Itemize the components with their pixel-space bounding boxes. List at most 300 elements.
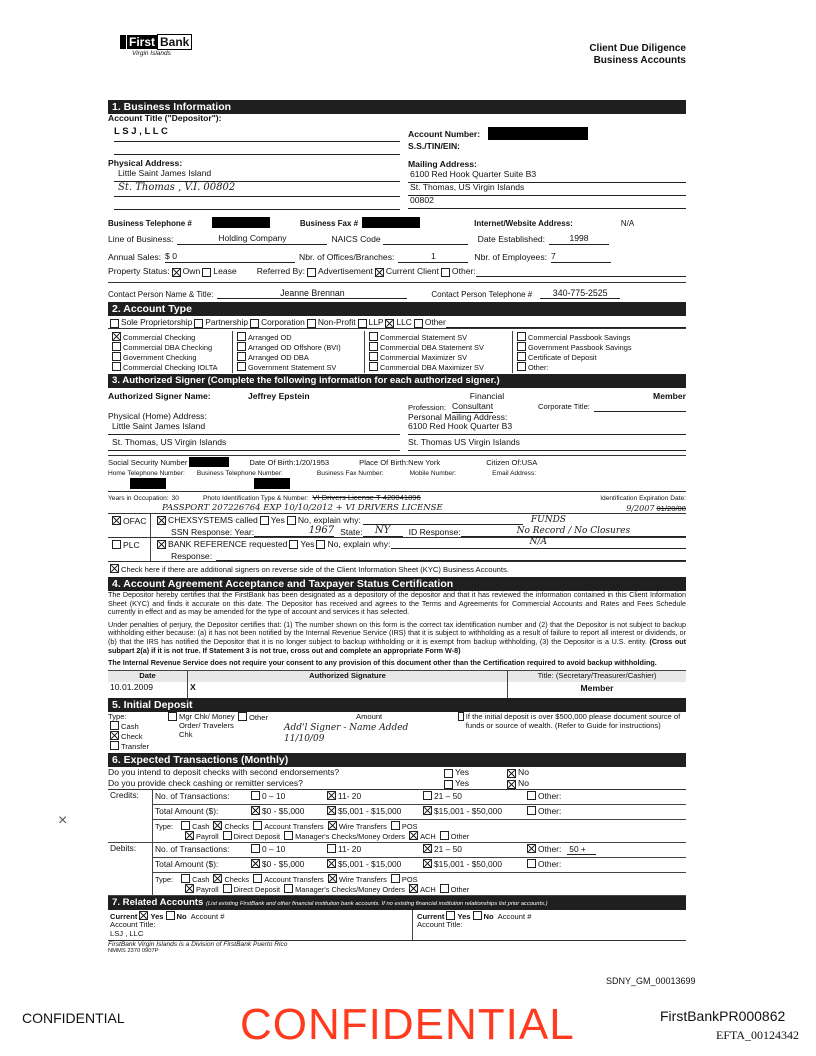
- corporate-title-label: Corporate Title:: [538, 401, 590, 411]
- corporate-title-line: [594, 402, 686, 412]
- id-response-label: ID Response:: [408, 526, 461, 537]
- business-telephone-label: Business Telephone Number:: [196, 469, 283, 477]
- transfer-checkbox[interactable]: [110, 741, 119, 750]
- q2-no-checkbox[interactable]: [507, 780, 516, 789]
- product-checkbox[interactable]: [112, 352, 121, 361]
- contact-telephone-value: 340-775-2525: [540, 288, 620, 299]
- date-label: Date: [108, 671, 188, 682]
- confidential-stamp: CONFIDENTIAL: [240, 1000, 575, 1049]
- profession-value2: Consultant: [452, 400, 494, 411]
- debit-tx-range-3: Other:: [538, 844, 562, 855]
- product-col4-0: Commercial Passbook Savings: [528, 332, 631, 342]
- product-col3-2: Commercial Maximizer SV: [380, 352, 468, 362]
- credit-tx-range-2: 21 – 50: [434, 791, 462, 802]
- account-number-label-1: Account #: [190, 911, 225, 921]
- section-authorized-signer: 3. Authorized Signer (Complete the following information for each authorized signer.): [108, 374, 686, 388]
- own-checkbox[interactable]: [172, 268, 181, 277]
- photo-id-handwritten: PASSPORT 207226764 EXP 10/10/2012 + VI DRIVERS LICENSE: [162, 502, 443, 513]
- mailing-address-line3: 00802: [408, 196, 686, 209]
- type-checkbox[interactable]: [181, 821, 190, 830]
- question-second-endorsements: [108, 767, 686, 778]
- home-address-label: Physical (Home) Address:: [108, 410, 207, 421]
- state-label: State:: [340, 526, 363, 537]
- state-value: NY: [363, 525, 403, 538]
- section-related-accounts: [108, 896, 686, 910]
- margin-x-mark: ×: [58, 812, 68, 829]
- amount-checkbox[interactable]: [423, 806, 432, 815]
- current-yes-label: Yes: [150, 911, 164, 921]
- type-checkbox[interactable]: [440, 831, 449, 840]
- mgr-check-checkbox[interactable]: [168, 712, 177, 721]
- current2-yes-checkbox[interactable]: [446, 911, 455, 920]
- credit-tx-range-1: 11- 20: [338, 791, 362, 802]
- product-checkbox[interactable]: [369, 342, 378, 351]
- referred-other-label: Other:: [451, 265, 476, 276]
- annual-sales-value: $ 0: [165, 252, 295, 263]
- debit-type-2: Account Transfers: [264, 874, 324, 884]
- credit-type-2: Account Transfers: [264, 821, 324, 831]
- q1-no-checkbox[interactable]: [507, 769, 516, 778]
- range-checkbox[interactable]: [251, 844, 260, 853]
- product-checkbox[interactable]: [237, 362, 246, 371]
- type-checkbox[interactable]: [391, 821, 400, 830]
- entity-type-3: Non-Profit: [317, 317, 356, 328]
- product-col2-1: Arranged OD Offshore (BVI): [248, 342, 341, 352]
- large-deposit-note: If the initial deposit is over $500,000 please document source of funds or source of wealth. (Refer to Guide for instructions): [465, 711, 681, 730]
- product-col3-0: Commercial Statement SV: [380, 332, 468, 342]
- debit-type-8: ACH: [420, 884, 436, 894]
- additional-signers-checkbox[interactable]: [110, 564, 119, 573]
- range-checkbox[interactable]: [423, 791, 432, 800]
- email-address-label: Email Address:: [492, 469, 537, 477]
- entity-type-4: LLP: [368, 317, 384, 328]
- related-accounts-title: 7. Related Accounts: [112, 896, 204, 908]
- logo-first: First: [129, 35, 156, 49]
- cash-checkbox[interactable]: [110, 721, 119, 730]
- product-checkbox[interactable]: [369, 332, 378, 341]
- years-occupation-value: 30: [171, 494, 179, 502]
- amount-checkbox[interactable]: [251, 806, 260, 815]
- response-line: [216, 550, 686, 561]
- check-checkbox[interactable]: [110, 731, 119, 740]
- product-checkbox[interactable]: [517, 332, 526, 341]
- bank-ref-handwritten: N/A: [391, 537, 687, 549]
- product-col1-0: Commercial Checking: [123, 332, 196, 342]
- account-products-grid: [108, 329, 686, 373]
- deposit-type-label: Type:: [108, 711, 127, 721]
- profession-value1: Financial: [469, 390, 505, 401]
- debit-amt-range-1: $5,001 - $15,000: [338, 859, 402, 870]
- perjury-paragraph: [108, 621, 686, 655]
- physical-address-line3: [114, 197, 400, 210]
- other-entity-checkbox[interactable]: [414, 319, 423, 328]
- id-response-value: No Record / No Closures: [461, 526, 686, 537]
- bank-ref-no-label: No, explain why:: [327, 538, 391, 549]
- product-col2-2: Arranged OD DBA: [248, 352, 309, 362]
- type-checkbox[interactable]: [409, 831, 418, 840]
- credits-total-label: Total Amount ($):: [153, 804, 248, 819]
- related-accounts-subtitle: (List existing FirstBank and other financial institution bank accounts. If no existing financial institution relationships list prior accounts.): [206, 900, 548, 907]
- bank-reference-label: BANK REFERENCE requested: [168, 538, 288, 549]
- large-deposit-checkbox[interactable]: [458, 712, 464, 721]
- type-checkbox[interactable]: [391, 874, 400, 883]
- credit-type-8: ACH: [420, 831, 436, 841]
- bank-reference-checkbox[interactable]: [157, 540, 166, 549]
- profession-label: Profession:: [408, 402, 446, 412]
- physical-address-label: Physical Address:: [108, 157, 183, 168]
- current-yes-checkbox[interactable]: [139, 911, 148, 920]
- product-checkbox[interactable]: [112, 342, 121, 351]
- deposit-other-label: Other: [249, 712, 268, 722]
- credit-type-9: Other: [450, 831, 470, 841]
- credit-type-0: Cash: [192, 821, 210, 831]
- website-value: N/A: [620, 218, 635, 228]
- account-title-label: Account Title ("Depositor"):: [108, 113, 222, 123]
- entity-type-5: LLC: [396, 317, 412, 328]
- q1-yes-checkbox[interactable]: [444, 769, 453, 778]
- signer-name-label: Authorized Signer Name:: [108, 390, 211, 401]
- debit-type-0: Cash: [192, 874, 210, 884]
- debit-type-5: Payroll: [196, 884, 219, 894]
- llp-checkbox[interactable]: [358, 319, 367, 328]
- credits-table: [108, 790, 686, 843]
- account-title-label-1: Account Title:: [110, 920, 156, 930]
- account-number-label: Account Number:: [408, 129, 481, 140]
- form-title: [574, 43, 686, 67]
- section-account-type: 2. Account Type: [108, 302, 686, 316]
- referred-other-line: [476, 266, 686, 277]
- credit-type-6: Direct Deposit: [233, 831, 281, 841]
- chex-no-label: No, explain why:: [297, 514, 361, 525]
- type-checkbox[interactable]: [213, 821, 222, 830]
- personal-mailing-line1: 6100 Red Hook Quarter B3: [408, 422, 686, 435]
- ssn-redaction: [189, 457, 229, 467]
- non-profit-checkbox[interactable]: [307, 319, 316, 328]
- deposit-other-checkbox[interactable]: [238, 712, 247, 721]
- type-checkbox[interactable]: [440, 884, 449, 893]
- personal-mailing-label: Personal Mailing Address:: [408, 411, 508, 422]
- mgr-check-label: Mgr Chk/ Money Order/ Travelers Chk: [179, 711, 235, 739]
- naics-value: [383, 234, 468, 245]
- credits-n-tx-label: No. of Transactions:: [153, 790, 248, 805]
- bates-sdny: SDNY_GM_00013699: [606, 976, 696, 986]
- date-established-label: Date Established:: [477, 233, 546, 244]
- additional-signers-row: [108, 562, 686, 577]
- ssn-response-label: SSN Response: Year:: [171, 526, 255, 537]
- q2-yes-checkbox[interactable]: [444, 780, 453, 789]
- id-expiration-label: Identification Expiration Date:: [600, 494, 686, 502]
- dob-value: 1/20/1953: [295, 457, 330, 467]
- product-checkbox[interactable]: [237, 352, 246, 361]
- product-checkbox[interactable]: [369, 362, 378, 371]
- product-checkbox[interactable]: [517, 362, 526, 371]
- line-of-business-value: Holding Company: [177, 234, 327, 245]
- years-occupation-label: Years in Occupation:: [108, 494, 169, 502]
- chex-no-checkbox[interactable]: [287, 516, 296, 525]
- type-checkbox[interactable]: [181, 874, 190, 883]
- credit-type-5: Payroll: [196, 831, 219, 841]
- contact-person-label: Contact Person Name & Title:: [108, 289, 214, 299]
- current-client-checkbox[interactable]: [375, 268, 384, 277]
- business-fax-label: Business Fax #: [299, 218, 359, 228]
- type-checkbox[interactable]: [328, 821, 337, 830]
- section-expected-transactions: 6. Expected Transactions (Monthly): [108, 753, 686, 767]
- debit-amt-range-0: $0 - $5,000: [262, 859, 305, 870]
- product-col4-2: Certificate of Deposit: [528, 352, 597, 362]
- logo-subtitle: Virgin Islands: [132, 50, 171, 57]
- account-title-line2: [114, 142, 400, 155]
- account-number-redaction: [488, 127, 588, 140]
- product-checkbox[interactable]: [369, 352, 378, 361]
- table-row: [108, 872, 686, 895]
- home-address-line2: St. Thomas, US Virgin Islands: [108, 438, 400, 451]
- debits-label: Debits:: [108, 843, 153, 896]
- contact-telephone-label: Contact Person Telephone #: [431, 289, 533, 299]
- credit-tx-range-0: 0 – 10: [262, 791, 286, 802]
- perjury-bold-text: (Cross out subpart 2(a) if it is not true. If Statement 3 is not true, cross out and complete an appropriate Form W-8): [108, 637, 687, 655]
- q2-text: Do you provide check cashing or remitter services?: [108, 777, 303, 788]
- current-client-label: Current Client: [385, 265, 439, 276]
- irs-paragraph: The Internal Revenue Service does not require your consent to any provision of this document other than the Certification required to avoid backup withholding.: [108, 658, 657, 668]
- debit-tx-range-1: 11- 20: [338, 844, 362, 855]
- bates-firstbank: FirstBankPR000862: [660, 1008, 786, 1024]
- chexsystems-label: CHEXSYSTEMS called: [168, 514, 258, 525]
- range-checkbox[interactable]: [251, 791, 260, 800]
- current2-yes-label: Yes: [457, 911, 471, 921]
- signature-x[interactable]: X: [188, 682, 508, 698]
- pob-value: New York: [408, 457, 441, 467]
- debit-type-1: Checks: [224, 874, 250, 884]
- pob-label: Place Of Birth:: [359, 457, 409, 467]
- bank-ref-yes-label: Yes: [300, 538, 315, 549]
- product-col4-3: Other:: [528, 362, 549, 372]
- credit-type-4: POS: [401, 821, 418, 831]
- dob-label: Date Of Birth:: [249, 457, 296, 467]
- product-checkbox[interactable]: [517, 352, 526, 361]
- credit-tx-range-3: Other:: [538, 791, 562, 802]
- type-checkbox[interactable]: [223, 884, 232, 893]
- type-checkbox[interactable]: [223, 831, 232, 840]
- llc-checkbox[interactable]: [385, 319, 394, 328]
- range-checkbox[interactable]: [527, 791, 536, 800]
- entity-type-0: Sole Proprietorship: [121, 317, 193, 328]
- lease-checkbox[interactable]: [202, 268, 211, 277]
- due-diligence-form: [108, 100, 686, 955]
- amount-checkbox[interactable]: [423, 859, 432, 868]
- type-checkbox[interactable]: [328, 874, 337, 883]
- amount-label: Amount: [356, 711, 383, 721]
- amount-checkbox[interactable]: [251, 859, 260, 868]
- ssn-label: Social Security Number: [108, 457, 188, 467]
- id-expiration-value: 01/20/08: [656, 503, 686, 513]
- debits-n-tx-label: No. of Transactions:: [153, 843, 248, 858]
- current2-no-checkbox[interactable]: [473, 911, 482, 920]
- current-no-label: No: [176, 911, 187, 921]
- credit-amt-range-1: $5,001 - $15,000: [338, 806, 402, 817]
- advertisement-checkbox[interactable]: [307, 268, 316, 277]
- product-checkbox[interactable]: [237, 342, 246, 351]
- debit-type-7: Manager's Checks/Money Orders: [295, 884, 405, 894]
- entity-type-2: Corporation: [261, 317, 305, 328]
- range-checkbox[interactable]: [423, 844, 432, 853]
- q2-no-label: No: [518, 777, 529, 788]
- product-col1-1: Commercial DBA Checking: [123, 342, 213, 352]
- title-value: Member: [580, 682, 614, 693]
- debits-table: [108, 843, 686, 896]
- debit-tx-range-0: 0 – 10: [262, 844, 286, 855]
- product-col1-2: Government Checking: [123, 352, 197, 362]
- deposit-type-cash: Cash: [121, 721, 139, 731]
- amount-checkbox[interactable]: [327, 806, 336, 815]
- debit-type-9: Other: [450, 884, 470, 894]
- logo-bank: Bank: [157, 34, 192, 50]
- amount-checkbox[interactable]: [527, 859, 536, 868]
- debit-type-4: POS: [401, 874, 418, 884]
- credit-type-3: Wire Transfers: [338, 821, 387, 831]
- division-note: FirstBank Virgin Islands is a Division of FirstBank Puerto Rico: [108, 940, 288, 948]
- firstbank-logo: [120, 34, 192, 57]
- table-row: [108, 819, 686, 842]
- additional-signers-text: Check here if there are additional signers on reverse side of the Client Information Sheet (KYC) Business Accounts.: [121, 565, 509, 575]
- type-checkbox[interactable]: [213, 874, 222, 883]
- plc-checkbox[interactable]: [112, 540, 121, 549]
- current2-no-label: No: [483, 911, 494, 921]
- type-checkbox[interactable]: [284, 831, 293, 840]
- telephone-redaction: [212, 217, 270, 228]
- table-row: [108, 804, 686, 819]
- logo-mark-icon: [120, 35, 126, 49]
- account-title-value-1: LSJ , LLC: [110, 929, 144, 938]
- referred-other-checkbox[interactable]: [441, 268, 450, 277]
- sole-proprietorship-checkbox[interactable]: [110, 319, 119, 328]
- credit-amt-range-0: $0 - $5,000: [262, 806, 305, 817]
- section-business-information: 1. Business Information: [108, 100, 686, 114]
- product-checkbox[interactable]: [237, 332, 246, 341]
- product-checkbox[interactable]: [112, 362, 121, 371]
- response-label: Response:: [171, 550, 213, 561]
- entity-type-1: Partnership: [205, 317, 249, 328]
- form-title-line2: Business Accounts: [593, 55, 686, 66]
- annual-sales-label: Annual Sales:: [108, 251, 162, 262]
- type-checkbox[interactable]: [284, 884, 293, 893]
- type-checkbox[interactable]: [253, 874, 262, 883]
- ofac-checkbox[interactable]: [112, 516, 121, 525]
- type-checkbox[interactable]: [253, 821, 262, 830]
- product-col2-3: Government Statement SV: [248, 362, 337, 372]
- offices-label: Nbr. of Offices/Branches:: [299, 251, 395, 262]
- credit-amt-range-2: $15,001 - $50,000: [434, 806, 502, 817]
- debits-total-label: Total Amount ($):: [153, 857, 248, 872]
- product-col3-3: Commercial DBA Maximizer SV: [380, 362, 484, 372]
- mobile-number-label: Mobile Number:: [409, 469, 457, 477]
- q1-no-label: No: [518, 766, 529, 777]
- chex-yes-checkbox[interactable]: [260, 516, 269, 525]
- form-number: NMMS 2370 0907P: [108, 948, 159, 955]
- date-value: 10.01.2009: [108, 682, 188, 698]
- type-checkbox[interactable]: [409, 884, 418, 893]
- bank-ref-no-checkbox[interactable]: [316, 540, 325, 549]
- photo-id-struck-value: VI Drivers License T-420041896: [312, 492, 421, 502]
- current-label-1: Current: [110, 911, 138, 921]
- physical-address-line2: St. Thomas , V.I. 00802: [114, 182, 400, 197]
- naics-label: NAICS Code: [331, 233, 381, 244]
- corporation-checkbox[interactable]: [250, 319, 259, 328]
- account-number-label-2: Account #: [497, 911, 532, 921]
- credits-label: Credits:: [108, 790, 153, 843]
- lease-label: Lease: [213, 265, 237, 276]
- business-fax-number-label: Business Fax Number:: [316, 469, 384, 477]
- table-row: [108, 857, 686, 872]
- other-entity-line: [446, 317, 686, 328]
- debit-type-6: Direct Deposit: [233, 884, 281, 894]
- signer-name-value: Jeffrey Epstein: [248, 390, 310, 401]
- deposit-type-transfer: Transfer: [121, 741, 149, 751]
- bates-efta: EFTA_00124342: [716, 1028, 800, 1042]
- range-checkbox[interactable]: [327, 791, 336, 800]
- personal-mailing-line2: St. Thomas US Virgin Islands: [408, 438, 686, 451]
- type-checkbox[interactable]: [185, 831, 194, 840]
- deposit-type-check: Check: [121, 731, 143, 741]
- physical-address-line1: Little Saint James Island: [114, 169, 400, 182]
- partnership-checkbox[interactable]: [194, 319, 203, 328]
- website-label: Internet/Website Address:: [474, 218, 573, 228]
- mailing-address-line1: 6100 Red Hook Quarter Suite B3: [408, 170, 686, 183]
- debit-other-value: 50 +: [567, 844, 596, 855]
- citizen-label: Citizen Of:: [486, 457, 522, 467]
- account-title-label-2: Account Title:: [417, 920, 463, 930]
- amount-checkbox[interactable]: [527, 806, 536, 815]
- employees-value: 7: [551, 252, 611, 263]
- perjury-text: Under penalties of perjury, the Depositor certifies that: (1) The number shown on this form is the correct tax identification number and (2) that the Depositor is not subject to backup withholding either because: (a) it has not been notified by the Internal Revenue Service (IRS) that it is subject to withholding as a result of failure to report all interest or dividends, or (b) that the IRS has notified the Depositor that it is no longer subject to backup withholding or it is exempt from backup withholding, (3) the Depositor is a U.S. entity.: [108, 619, 686, 647]
- deposit-handwritten-note: Add'l Signer - Name Added 11/10/09: [284, 722, 409, 744]
- product-checkbox[interactable]: [517, 342, 526, 351]
- ssn-tin-label: S.S./TIN/EIN:: [408, 141, 461, 151]
- chex-yes-label: Yes: [270, 514, 285, 525]
- range-checkbox[interactable]: [527, 844, 536, 853]
- bank-ref-yes-checkbox[interactable]: [289, 540, 298, 549]
- product-col2-0: Arranged OD: [248, 332, 292, 342]
- agreement-paragraph: The Depositor hereby certifies that the FirstBank has been designated as a depository of the depositor and that it has reviewed the information contained in this Client Information Sheet (KYC) and finds it accurate on this date. The Depositor has received and agrees to the Terms and Agreements for Commercial Accounts and Rates and Fees Schedule currently in effect and as may be amended for the type of account and services it has selected.: [108, 590, 686, 617]
- date-established-value: 1998: [549, 234, 609, 245]
- fax-redaction: [362, 217, 420, 228]
- advertisement-label: Advertisement: [317, 265, 373, 276]
- debit-tx-range-2: 21 – 50: [434, 844, 462, 855]
- product-col4-1: Government Passbook Savings: [528, 342, 632, 352]
- corporate-title-value: Member: [653, 390, 686, 401]
- debit-amt-range-2: $15,001 - $50,000: [434, 859, 502, 870]
- title-label: Title: (Secretary/Treasurer/Cashier): [508, 671, 686, 682]
- credit-type-1: Checks: [224, 821, 250, 831]
- confidential-left: CONFIDENTIAL: [22, 1010, 125, 1026]
- ssn-response-year: 1967: [254, 525, 334, 538]
- commercial-checking-checkbox[interactable]: [112, 332, 121, 341]
- chex-handwritten: FUNDS: [530, 515, 566, 526]
- amount-checkbox[interactable]: [327, 859, 336, 868]
- credit-type-7: Manager's Checks/Money Orders: [295, 831, 405, 841]
- q1-text: Do you intend to deposit checks with second endorsements?: [108, 766, 340, 777]
- line-of-business-label: Line of Business:: [108, 233, 174, 244]
- type-checkbox[interactable]: [185, 884, 194, 893]
- range-checkbox[interactable]: [327, 844, 336, 853]
- chexsystems-checkbox[interactable]: [157, 516, 166, 525]
- citizen-value: USA: [521, 457, 538, 467]
- referred-by-label: Referred By:: [256, 265, 305, 276]
- id-expiration-handwritten: 9/2007: [626, 504, 655, 514]
- table-row: [108, 790, 686, 805]
- debit-amt-range-3: Other:: [538, 859, 562, 870]
- q1-yes-label: Yes: [455, 766, 470, 777]
- current-no-checkbox[interactable]: [166, 911, 175, 920]
